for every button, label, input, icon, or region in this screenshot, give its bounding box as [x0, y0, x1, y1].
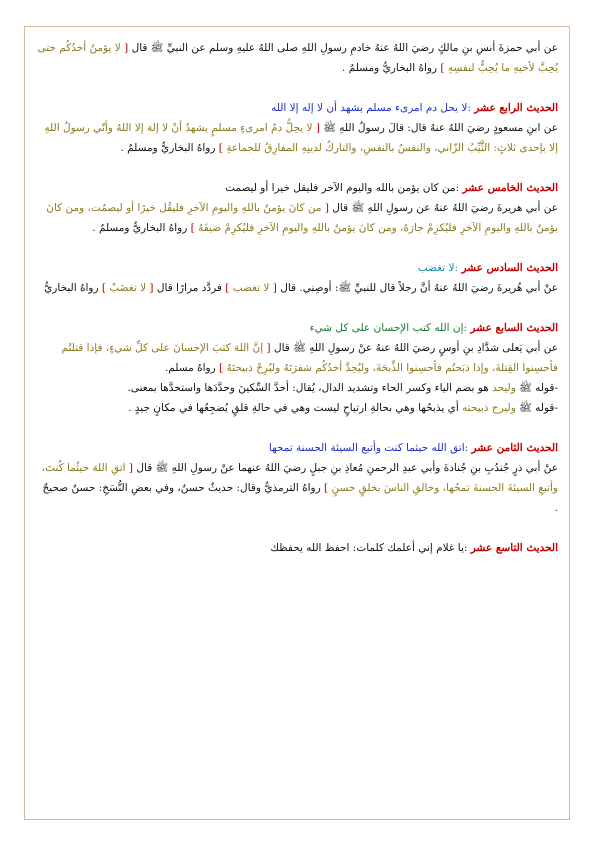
hadith-16-middle: فردَّد مرارًا قال — [156, 282, 222, 294]
note-2-word: وليرح ذبيحته — [462, 402, 516, 414]
hadith-16-title: :لا تغضب — [417, 262, 459, 274]
hadith-15-label: الحديث الخامس عشر — [462, 182, 558, 194]
hadith-17-narration: عن أبي يَعلى شدَّادِ بنِ أوسٍ رضيَ اللهُ عنهُ عنْ رسولِ اللهِ ﷺ قال — [273, 342, 558, 354]
quote-close-bracket: ] — [190, 222, 195, 234]
note-2-prefix: -قوله ﷺ — [519, 402, 558, 414]
hadith-19-heading — [36, 538, 558, 558]
hadith-19-title: :يا غلام إني أعلمك كلمات: احفظ الله يحفظك — [270, 542, 468, 554]
hadith-13-narration: عن أبي حمزةَ أنسِ بنِ مالكٍ رضيَ اللهُ عنهُ خادمِ رسولِ اللهِ صلى اللهُ عليهِ وسلم عن النبيِّ ﷺ قال — [131, 42, 558, 54]
hadith-15-narration: عن أبي هريرةَ رضيَ اللهُ عنهُ عن رسولِ اللهِ ﷺ قال — [332, 202, 558, 214]
hadith-17-text — [36, 338, 558, 378]
hadith-18-text — [36, 458, 558, 518]
hadith-18-quote: اتقِ اللهَ حيثُما كُنتَ، وأتبعِ السيئةَ الحسنةَ تمحُها، وخالقِ الناسَ بخلقٍ حسنٍ — [41, 462, 558, 494]
hadith-14-source: رواهُ البخاريُّ ومسلمٌ . — [120, 142, 216, 154]
hadith-18-label: الحديث الثامن عشر — [471, 442, 558, 454]
hadith-14-narration: عن ابنِ مسعودٍ رضيَ اللهُ عنهُ قال: قالَ رسولُ اللهِ ﷺ — [323, 122, 558, 134]
hadith-13-text — [36, 38, 558, 78]
hadith-16-narration: عنْ أبي هُريرةَ رضيَ اللهُ عنهُ أنَّ رجلاً قال للنبيِّ ﷺ: أوصِني. قال — [280, 282, 558, 294]
hadith-14-label: الحديث الرابع عشر — [474, 102, 558, 114]
note-1-word: وليحد — [492, 382, 516, 394]
hadith-17-title: :إن الله كتب الإحسان على كل شيء — [309, 322, 468, 334]
hadith-18-narration: عنْ أبي ذرٍ جُندُبِ بنِ جُنادةَ وأبي عبدِ الرحمنِ مُعاذِ بنِ جبلٍ رضيَ اللهُ عنهما عنْ رسولِ اللهِ ﷺ قال — [136, 462, 558, 474]
quote-open-bracket: [ — [124, 42, 129, 54]
quote-close-bracket: ] — [440, 62, 445, 74]
quote-open-bracket: [ — [315, 122, 320, 134]
quote-open-bracket: [ — [324, 202, 329, 214]
quote-close-bracket: ] — [219, 362, 224, 374]
hadith-15-heading — [36, 178, 558, 198]
hadith-16-source: رواهُ البخاريُّ — [44, 282, 99, 294]
hadith-14-quote: لا يحِلُّ دمُ امرىءٍ مسلمٍ يشهدُ أنْ لا إلهَ إلا اللهُ وأنّي رسولُ اللهِ إلا بإحدى ثلاثٍ: الثَّيِّبُ الزّاني، والنفسُ بالنفسِ، والتاركُ لدينِهِ المفارِقُ للجماعةِ — [44, 122, 558, 154]
hadith-15-source: رواهُ البخاريُّ ومسلمٌ . — [92, 222, 188, 234]
hadith-13-quote: لا يؤمنُ أحدُكُم حتى يُحِبَّ لأخيهِ ما يُحِبُّ لنفسِهِ — [37, 42, 558, 74]
hadith-13-source: رواهُ البخاريُّ ومسلمٌ . — [342, 62, 438, 74]
hadith-15-quote: من كانَ يؤمنُ باللهِ واليومِ الآخرِ فليقُل خيرًا أو ليصمُت، ومن كانَ يؤمنُ باللهِ واليومِ الآخرِ فليُكرِمْ جارَهُ، ومن كانَ يؤمنُ باللهِ واليومِ الآخرِ فليُكرِمْ ضيفَهُ — [46, 202, 558, 234]
hadith-14-text — [36, 118, 558, 158]
hadith-14-title: :لا يحل دم امرىء مسلم يشهد أن لا إله إلا الله — [271, 102, 471, 114]
quote-open-bracket: [ — [272, 282, 277, 294]
quote-open-bracket: [ — [266, 342, 271, 354]
hadith-16-quote-1: لا تغضب — [232, 282, 270, 294]
hadith-17-note-2 — [36, 398, 558, 418]
document-body — [36, 38, 558, 558]
quote-close-bracket: ] — [324, 482, 329, 494]
hadith-16-quote-2: لا تغضَبْ — [109, 282, 147, 294]
hadith-18-title: :اتق الله حيثما كنت وأتبع السيئة الحسنة تمحها — [268, 442, 469, 454]
hadith-16-heading — [36, 258, 558, 278]
quote-open-bracket: [ — [149, 282, 154, 294]
hadith-16-text — [36, 278, 558, 298]
hadith-17-note-1 — [36, 378, 558, 398]
hadith-17-quote: إنَّ اللهَ كتبَ الإحسانَ على كلِّ شيءٍ، فإذا قتلتُم فأحسِنوا القِتلةَ، وإذا ذبَحتُم فأحسِنوا الذِّبحَةَ، وليُحِدَّ أحدُكُم شفرَتَهُ وليُرِحْ ذبيحتَهُ — [61, 342, 558, 374]
hadith-15-title: :من كان يؤمن بالله واليوم الآخر فليقل خيرا أو ليصمت — [225, 182, 460, 194]
note-2-explanation: أي يذبحُها وهي بحالةِ ارتياحٍ ليست وهي في حالةِ قلقٍ يُضجِعُها في مكانٍ جيدٍ . — [128, 402, 459, 414]
quote-close-bracket: ] — [225, 282, 230, 294]
hadith-15-text — [36, 198, 558, 238]
hadith-14-heading — [36, 98, 558, 118]
hadith-16-label: الحديث السادس عشر — [461, 262, 558, 274]
hadith-17-source: رواهُ مسلم. — [164, 362, 216, 374]
hadith-18-source: رواهُ الترمذيُّ وقال: حديثٌ حسنٌ، وفي بعضِ النُّسَخِ: حسنٌ صحيحٌ . — [42, 482, 558, 514]
note-1-prefix: -قوله ﷺ — [519, 382, 558, 394]
quote-open-bracket: [ — [128, 462, 134, 474]
quote-close-bracket: ] — [101, 282, 106, 294]
hadith-17-label: الحديث السابع عشر — [470, 322, 558, 334]
quote-close-bracket: ] — [218, 142, 223, 154]
hadith-17-heading — [36, 318, 558, 338]
hadith-19-label: الحديث التاسع عشر — [470, 542, 558, 554]
note-1-explanation: هو بضم الياء وكسر الحاء وتشديد الدال، يُقال: أحدَّ السِّكينَ وحدَّدَها واستحدَّها بمعنى. — [127, 382, 489, 394]
hadith-18-heading — [36, 438, 558, 458]
